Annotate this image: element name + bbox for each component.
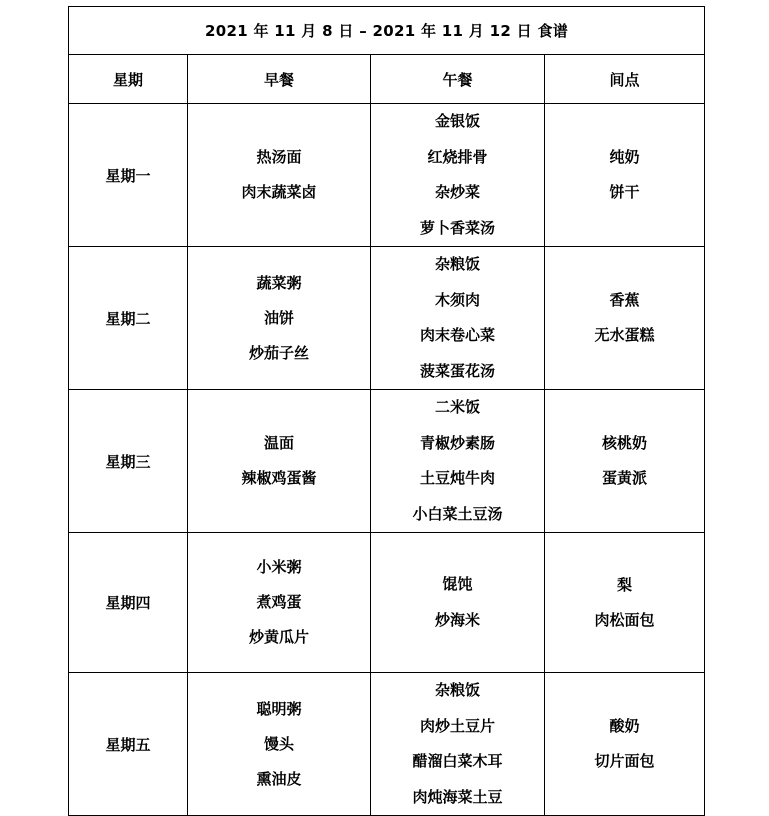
weekly-menu-table	[68, 6, 705, 816]
dish: 聪明粥	[256, 699, 302, 718]
dish: 馄饨	[442, 575, 473, 593]
dish: 核桃奶	[602, 434, 648, 452]
breakfast-cell	[188, 673, 371, 816]
lunch-cell	[371, 533, 545, 673]
title-row	[69, 7, 705, 55]
dish: 醋溜白菜木耳	[412, 752, 503, 770]
header-breakfast: 早餐	[188, 55, 371, 104]
dish: 肉末蔬菜卤	[241, 183, 317, 201]
day-cell: 星期一	[69, 104, 188, 247]
breakfast-cell	[188, 390, 371, 533]
lunch-cell	[371, 247, 545, 390]
dish: 杂粮饭	[434, 681, 480, 699]
dish: 温面	[263, 434, 294, 452]
dish: 萝卜香菜汤	[419, 218, 495, 237]
dish: 小白菜土豆汤	[412, 504, 503, 523]
dish: 纯奶	[609, 148, 640, 166]
dish: 小米粥	[256, 558, 302, 576]
dish: 熏油皮	[256, 769, 302, 788]
dish: 煮鸡蛋	[256, 593, 302, 611]
lunch-cell	[371, 673, 545, 816]
snack-cell	[545, 247, 705, 390]
day-cell: 星期三	[69, 390, 188, 533]
header-day: 星期	[69, 55, 188, 104]
header-lunch: 午餐	[371, 55, 545, 104]
dish: 炒茄子丝	[248, 343, 309, 362]
breakfast-cell	[188, 533, 371, 673]
lunch-cell	[371, 390, 545, 533]
dish: 杂炒菜	[434, 183, 480, 201]
day-cell: 星期四	[69, 533, 188, 673]
dish: 无水蛋糕	[594, 326, 655, 344]
breakfast-cell	[188, 247, 371, 390]
dish: 土豆炖牛肉	[419, 469, 495, 487]
dish: 炒海米	[434, 610, 480, 629]
dish: 油饼	[263, 308, 294, 327]
dish: 肉松面包	[594, 610, 655, 629]
dish: 肉末卷心菜	[419, 326, 495, 344]
dish: 酸奶	[609, 717, 640, 735]
table-row	[69, 247, 705, 390]
dish: 青椒炒素肠	[419, 433, 495, 452]
dish: 炒黄瓜片	[248, 628, 309, 646]
lunch-cell	[371, 104, 545, 247]
dish: 切片面包	[594, 752, 655, 770]
breakfast-cell	[188, 104, 371, 247]
dish: 辣椒鸡蛋酱	[241, 469, 317, 487]
dish: 热汤面	[256, 148, 302, 166]
dish: 金银饭	[434, 112, 480, 130]
dish: 杂粮饭	[434, 255, 480, 273]
snack-cell	[545, 104, 705, 247]
dish: 二米饭	[434, 398, 480, 416]
table-row	[69, 390, 705, 533]
dish: 蛋黄派	[602, 469, 648, 487]
dish: 木须肉	[434, 290, 480, 309]
menu-title: 2021 年 11 月 8 日 – 2021 年 11 月 12 日 食谱	[69, 7, 705, 55]
day-cell: 星期二	[69, 247, 188, 390]
table-row	[69, 673, 705, 816]
header-row	[69, 55, 705, 104]
table-row	[69, 533, 705, 673]
dish: 饼干	[609, 183, 640, 201]
dish: 菠菜蛋花汤	[419, 361, 495, 380]
day-cell: 星期五	[69, 673, 188, 816]
dish: 香蕉	[609, 291, 640, 309]
dish: 馒头	[263, 734, 294, 753]
dish: 红烧排骨	[427, 147, 488, 166]
dish: 梨	[617, 575, 633, 594]
header-snack: 间点	[545, 55, 705, 104]
snack-cell	[545, 673, 705, 816]
snack-cell	[545, 390, 705, 533]
dish: 蔬菜粥	[256, 273, 302, 292]
snack-cell	[545, 533, 705, 673]
dish: 肉炖海菜土豆	[412, 787, 503, 806]
table-row	[69, 104, 705, 247]
dish: 肉炒土豆片	[419, 716, 495, 735]
